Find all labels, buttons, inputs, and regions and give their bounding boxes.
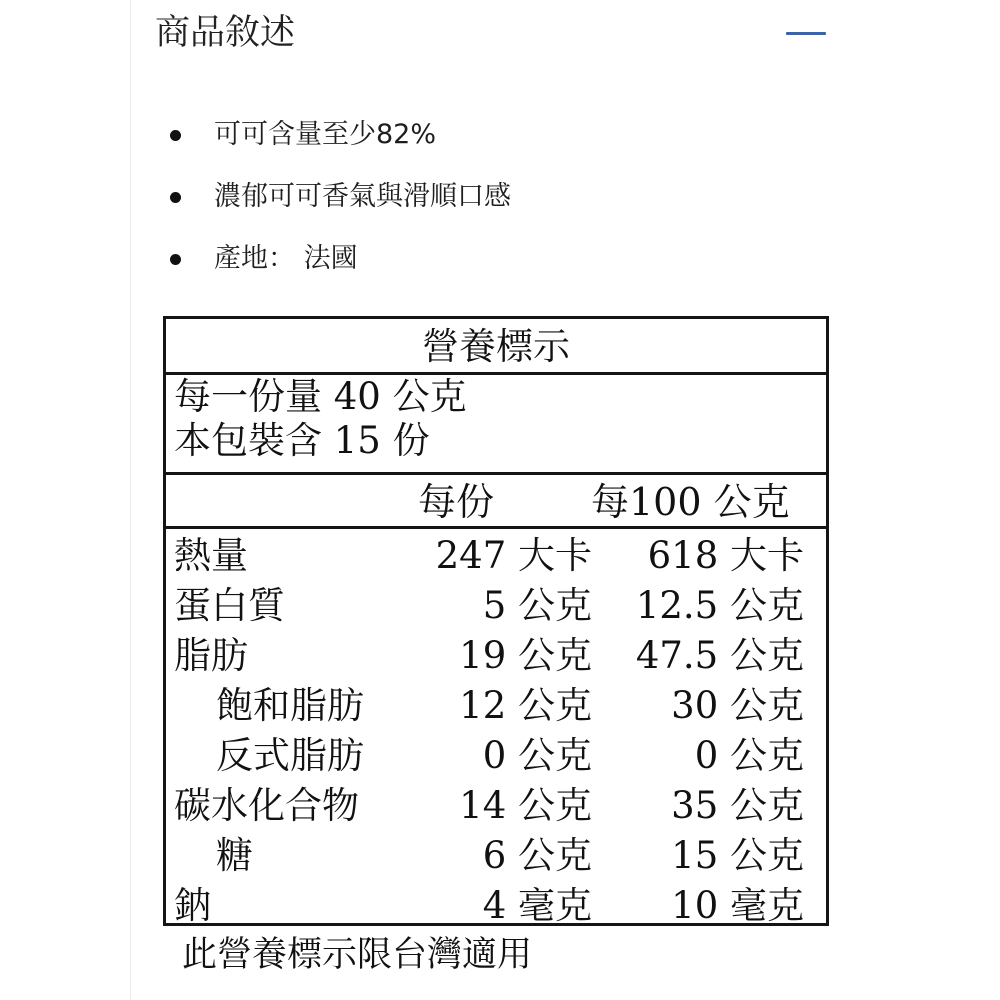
nutrient-name: 蛋白質 xyxy=(174,584,285,627)
left-divider xyxy=(130,0,131,1000)
nutrient-name: 飽和脂肪 xyxy=(216,684,364,727)
table-row xyxy=(166,581,826,631)
serving-size: 每一份量 40 公克 xyxy=(174,375,467,418)
label-footnote: 此營養標示限台灣適用 xyxy=(182,935,533,975)
per-100g-value: 30 公克 xyxy=(671,684,804,727)
per-100g-value: 47.5 公克 xyxy=(635,634,804,677)
list-item-text: 可可含量至少82% xyxy=(214,119,437,150)
table-row xyxy=(166,531,826,581)
column-header-per-100g: 每100 公克 xyxy=(591,480,790,524)
per-serving-value: 4 毫克 xyxy=(482,884,592,927)
per-100g-value: 12.5 公克 xyxy=(635,584,804,627)
list-item-text: 產地： 法國 xyxy=(214,243,358,274)
bullet-icon xyxy=(170,254,181,265)
nutrition-rows xyxy=(166,531,826,931)
bullet-icon xyxy=(170,192,181,203)
bullet-icon xyxy=(170,130,181,141)
feature-list xyxy=(165,110,511,296)
per-100g-value: 35 公克 xyxy=(671,784,804,827)
per-serving-value: 14 公克 xyxy=(459,784,592,827)
nutrition-label xyxy=(163,316,829,926)
list-item-text: 濃郁可可香氣與滑順口感 xyxy=(214,181,511,212)
minus-icon xyxy=(786,32,826,35)
column-header-per-serving: 每份 xyxy=(418,480,495,524)
table-row xyxy=(166,731,826,781)
table-row xyxy=(166,831,826,881)
servings-per-pack: 本包裝含 15 份 xyxy=(174,419,430,462)
nutrient-name: 糖 xyxy=(216,834,253,877)
per-serving-value: 0 公克 xyxy=(482,734,592,777)
per-serving-value: 12 公克 xyxy=(459,684,592,727)
nutrient-name: 碳水化合物 xyxy=(174,784,359,827)
per-serving-value: 247 大卡 xyxy=(435,534,592,577)
table-row xyxy=(166,881,826,931)
table-row xyxy=(166,781,826,831)
per-100g-value: 10 毫克 xyxy=(671,884,804,927)
nutrient-name: 反式脂肪 xyxy=(216,734,364,777)
nutrient-name: 鈉 xyxy=(174,884,211,927)
divider xyxy=(166,526,826,529)
per-serving-value: 5 公克 xyxy=(482,584,592,627)
divider xyxy=(166,472,826,475)
per-serving-value: 6 公克 xyxy=(482,834,592,877)
per-100g-value: 0 公克 xyxy=(694,734,804,777)
nutrient-name: 脂肪 xyxy=(174,634,248,677)
per-100g-value: 15 公克 xyxy=(671,834,804,877)
per-100g-value: 618 大卡 xyxy=(647,534,804,577)
list-item xyxy=(165,234,511,296)
table-row xyxy=(166,681,826,731)
section-title: 商品敘述 xyxy=(155,13,296,53)
list-item xyxy=(165,172,511,234)
serving-info xyxy=(174,375,467,463)
collapse-button[interactable] xyxy=(778,18,834,48)
list-item xyxy=(165,110,511,172)
nutrient-name: 熱量 xyxy=(174,534,248,577)
nutrition-title: 營養標示 xyxy=(166,319,826,375)
per-serving-value: 19 公克 xyxy=(459,634,592,677)
table-row xyxy=(166,631,826,681)
